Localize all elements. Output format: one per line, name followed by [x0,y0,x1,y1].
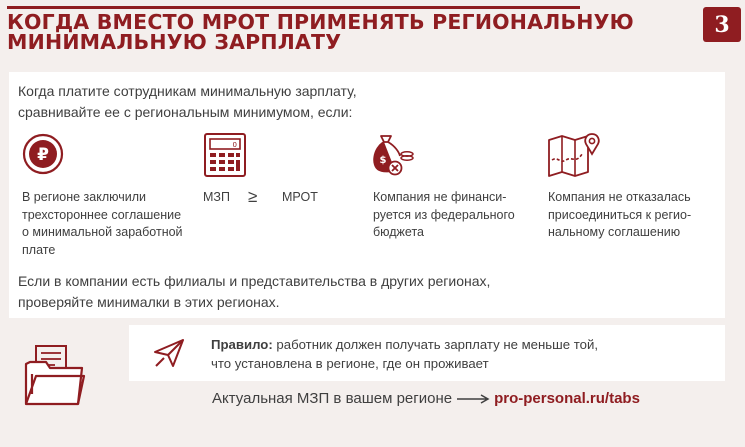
formula-operator: ≥ [248,187,258,206]
arrow-right-icon [456,394,490,404]
condition-agreement-text [22,189,183,259]
rule-text [211,335,598,373]
condition-line: трехстороннее соглашение [22,207,182,222]
svg-text:₽: ₽ [37,145,49,165]
money-bag-cancel-icon [369,132,415,176]
rule-label: Правило: [211,337,273,352]
condition-line: руется из федерального [373,207,515,222]
formula-right: МРОТ [282,190,318,204]
intro-line-1: Когда платите сотрудникам минимальную зарплату, [18,83,357,99]
rule-text-line-1: работник должен получать зарплату не меньше той, [272,337,598,352]
rule-card [129,325,725,381]
branches-note-line-2: проверяйте минималки в этих регионах. [18,294,280,310]
map-pin-icon [546,130,602,178]
page-header [7,6,634,54]
title-line-1: КОГДА ВМЕСТО МРОТ ПРИМЕНЯТЬ РЕГИОНАЛЬНУЮ [7,10,634,34]
condition-regional-agreement-text [548,189,691,242]
rule-text-line-2: что установлена в регионе, где он проживает [211,356,489,371]
condition-line: присоединиться к регио- [548,207,692,222]
rule-line-1 [211,335,598,354]
page-number-badge: 3 [703,7,741,42]
link-caption: Актуальная МЗП в вашем регионе [212,390,453,407]
condition-line: Компания не финанси- [373,190,507,204]
documents-folder-icon [22,342,86,408]
title-line-2: МИНИМАЛЬНУЮ ЗАРПЛАТУ [7,30,342,54]
condition-line: бюджета [373,225,424,239]
condition-line: о минимальной заработной [22,225,183,239]
intro-line-2: сравнивайте ее с региональным минимумом, если: [18,104,353,120]
condition-line: В регионе заключили [22,190,146,204]
ruble-coin-icon [21,132,65,176]
formula-left: МЗП [203,190,230,204]
branches-note [18,271,490,313]
calculator-icon [203,132,247,178]
page-title [7,10,634,54]
svg-text:$: $ [379,155,387,166]
condition-funding-text [373,189,515,242]
condition-line: нальному соглашению [548,225,681,239]
regional-wage-link[interactable]: pro-personal.ru/tabs [494,390,640,407]
title-rule [7,6,580,9]
conditions-card [9,72,725,318]
condition-line: Компания не отказалась [548,190,691,204]
branches-note-line-1: Если в компании есть филиалы и представительства в других регионах, [18,273,491,289]
paper-plane-icon [153,338,185,368]
regional-wage-link-row [212,390,640,407]
svg-text:0: 0 [232,141,237,149]
intro-text [18,81,357,123]
condition-line: плате [22,242,56,257]
